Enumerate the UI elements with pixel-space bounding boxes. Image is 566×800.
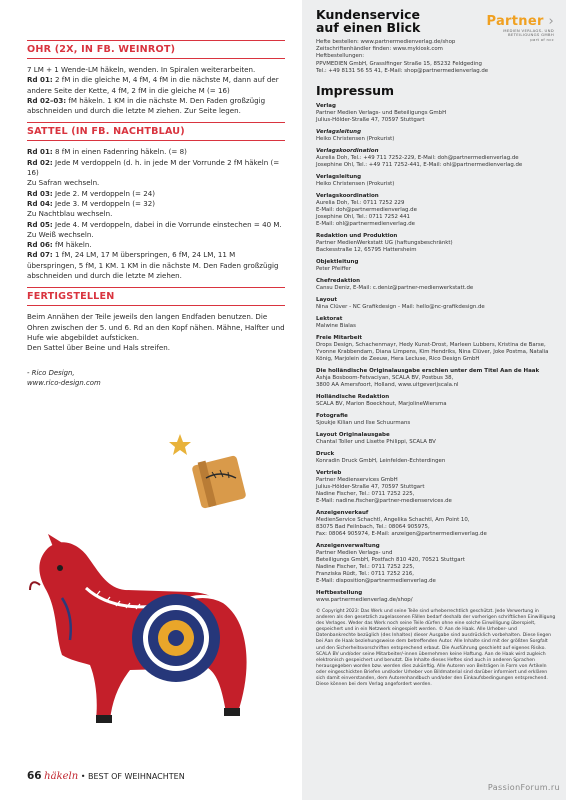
- impressum-block: [316, 297, 556, 311]
- impressum-text: Cansu Deniz, E-Mail: c.deniz@partner-medienwerkstatt.de: [316, 285, 474, 292]
- impressum-text: Heiko Christensen (Prokurist): [316, 181, 395, 188]
- impressum-text: Chantal Toller und Lisette Philippi, SCALA BV: [316, 439, 436, 446]
- instruction-row: [27, 312, 285, 343]
- instruction-row: [27, 199, 285, 209]
- round-label: Rd 04:: [27, 198, 53, 208]
- impressum-text: Konradin Druck GmbH, Leinfelden-Echterdingen: [316, 458, 446, 465]
- impressum-text: MedienService Schachtl, Angelika Schachtl, Am Point 10,: [316, 517, 470, 524]
- credit-url[interactable]: www.rico-design.com: [27, 378, 101, 387]
- service-line: Hefte bestellen: www.partnermedienverlag.de/shop: [316, 39, 456, 45]
- footer-separator: •: [80, 772, 86, 781]
- impressum-text: Nadine Fischer, Tel.: 0711 7252 225,: [316, 491, 415, 498]
- impressum-text: Malwine Bialas: [316, 323, 356, 330]
- impressum-text: E-Mail: nadine.fischer@partner-medienservices.de: [316, 498, 452, 505]
- impressum-block: [316, 259, 556, 273]
- impressum-text: Julius-Hölder-Straße 47, 70597 Stuttgart: [316, 484, 425, 491]
- round-label: Rd 01:: [27, 75, 53, 85]
- impressum-label: Verlagskoordination: [316, 193, 379, 200]
- impressum-label: Vertrieb: [316, 470, 342, 477]
- impressum-block: [316, 470, 556, 505]
- credit-name: - Rico Design,: [27, 368, 75, 377]
- impressum-text: 83075 Bad Feilnbach, Tel.: 08064 905975,: [316, 524, 430, 531]
- impressum-text: Beteiligungs GmbH, Postfach 810 420, 70521 Stuttgart: [316, 557, 465, 564]
- instruction-text: Zu Nachtblau wechseln.: [27, 209, 113, 219]
- impressum-block: [316, 174, 556, 188]
- impressum-blocks: [316, 103, 556, 604]
- impressum-block: [316, 278, 556, 292]
- impressum-text: Partner Medienservices GmbH: [316, 477, 398, 484]
- instruction-row: [27, 158, 285, 179]
- instructions-column: [27, 40, 285, 388]
- impressum-label: Die holländische Originalausgabe erschien unter dem Titel Aan de Haak: [316, 368, 540, 375]
- instruction-row: [27, 147, 285, 157]
- impressum-text: Aurelia Doh, Tel.: +49 711 7252-229, E-Mail: doh@partnermedienverlag.de: [316, 155, 519, 162]
- instruction-row: [27, 96, 285, 117]
- round-label: Rd 05:: [27, 219, 53, 229]
- impressum-label: Fotografie: [316, 413, 348, 420]
- instruction-text: 2 fM in die gleiche M, 4 fM, 4 fM in die nächste M, dann auf der andere Seite der Kette, 4 fM, 2 fM in die gleiche M (= 16): [27, 75, 279, 95]
- crochet-horse-photo: [0, 420, 300, 765]
- impressum-text: Partner MedienWerkstatt UG (haftungsbeschränkt): [316, 240, 453, 247]
- instruction-row: [27, 230, 285, 240]
- service-line: Zeitschriftenhändler finden: www.mykiosk.com: [316, 46, 443, 53]
- impressum-label: Holländische Redaktion: [316, 394, 390, 401]
- impressum-label: Chefredaktion: [316, 278, 361, 285]
- impressum-block: [316, 193, 556, 228]
- instruction-text: Zu Safran wechseln.: [27, 178, 100, 188]
- impressum-label: Lektorat: [316, 316, 343, 323]
- impressum-text: E-Mail: ohl@partnermedienverlag.de: [316, 221, 415, 228]
- section-heading: SATTEL (IN FB. NACHTBLAU): [27, 122, 285, 141]
- instruction-row: [27, 178, 285, 188]
- impressum-label: Anzeigenverwaltung: [316, 543, 380, 550]
- instruction-text: fM häkeln. 1 KM in die nächste M. Den Faden großzügig abschneiden und durch die letzte M ziehen. Zur Seite legen.: [27, 95, 266, 116]
- round-label: Rd 02:: [27, 157, 53, 167]
- impressum-text: Fax: 08064 905974, E-Mail: anzeigen@partnermedienverlag.de: [316, 531, 487, 538]
- impressum-block: [316, 233, 556, 254]
- gift-box-icon: [191, 455, 246, 509]
- impressum-label: Verlagsleitung: [316, 174, 362, 181]
- impressum-text: Peter Pfeiffer: [316, 266, 351, 273]
- service-line: PPVMEDIEN GmbH, Grasslfinger Straße 15, 85232 Feldgeding: [316, 60, 482, 67]
- impressum-text: Drops Design, Schachenmayr, Hedy Kunst-Drost, Marleen Lubbers, Kristina de Barse, Yvonne Krabbendam, Diana Limpens, Kim Hendriks, Nina Clüver, Joke Postma, Natalia König, Marjolein de Zeeuw, Hera Lecluse, Rico Design GmbH: [316, 342, 549, 363]
- impressum-block: [316, 148, 556, 169]
- impressum-text: Franziska Rüdt, Tel.: 0711 7252 216,: [316, 571, 415, 578]
- instruction-text: 7 LM + 1 Wende-LM häkeln, wenden. In Spiralen weiterarbeiten.: [27, 65, 256, 74]
- impressum-block: [316, 510, 556, 538]
- instruction-text: Den Sattel über Beine und Hals streifen.: [27, 343, 170, 353]
- instruction-text: Zu Weiß wechseln.: [27, 229, 94, 239]
- round-label: Rd 07:: [27, 250, 53, 260]
- impressum-label: Layout: [316, 297, 337, 304]
- impressum-block: [316, 129, 556, 143]
- magazine-title: BEST OF WEIHNACHTEN: [88, 772, 185, 781]
- round-label: Rd 01:: [27, 147, 53, 157]
- red-horse-icon: [30, 534, 247, 723]
- copyright-text: © Copyright 2023: Das Werk und seine Teile sind urheberrechtlich geschützt. Jede Verwertung in anderen als den gesetzlich zugelassenen Fällen bedarf deshalb der vorherigen schriftlichen Einwilligung des Verlages. Weder das Werk noch seine Teile dürfen ohne eine solche Einwilligung überspielt, gespeichert und in ein Netzwerk eingespielt werden. © Aan de Haak. Alle Urheber- und Datenbankrechte bezüglich (des Inhaltes) dieser Ausgabe sind ausdrücklich vorbehalten. Diese liegen bei Aan de Haak beziehungsweise dem betreffenden Autor. Alle Inhalte sind mit der größten Sorgfalt und den Sicherheitsvorschriften entsprechend erbaut. Die Ausführung geschieht auf eigenes Risiko. SCALA BV und/oder seine Mitarbeiter/-innen übernehmen keine Haftung. Aan de Haak wird zugleich elektronisch gespeichert und benutzt. Die Inhalte dieses Heftes sind auch in anderen Sprachen herausgegeben worden bzw. werden dies zukünftig. Alle Autoren von Beiträgen in Form von Artikeln oder eingeschickten Briefen und/oder Urheber von Bildmaterial sind darüber informiert und erklären sich damit einverstanden, dem Autorenhandbuch und/oder den Einkaufsbedingungen entsprechend. Diese können bei dem Verlag angefordert werden.: [316, 609, 556, 688]
- partner-logo: Partner › MEDIEN VERLAGS- UND BETEILIGUNGS GMBH part of ncc: [486, 14, 554, 42]
- instruction-row: [27, 209, 285, 219]
- instruction-text: Jede M verdoppeln (d. h. in jede M der Vorrunde 2 fM häkeln (= 16): [27, 157, 280, 178]
- instruction-text: 1 fM, 24 LM, 17 M überspringen, 6 fM, 24 LM, 11 M überspringen, 5 fM, 1 KM. 1 KM in die nächste M. Den Faden großzügig abschneiden und durch die letzte M ziehen.: [27, 250, 279, 281]
- impressum-title: Impressum: [316, 83, 395, 99]
- impressum-block: [316, 413, 556, 427]
- impressum-block: [316, 368, 556, 389]
- instruction-row: [27, 75, 285, 96]
- impressum-text: Nina Clüver - NC Grafikdesign - Mail: hello@nc-grafikdesign.de: [316, 304, 485, 311]
- magazine-brand: häkeln: [44, 771, 79, 782]
- impressum-text: Sjoukje Kilian und Ilse Schuurmans: [316, 420, 411, 427]
- instruction-text: Jede 4. M verdoppeln, dabei in die Vorrunde einstechen = 40 M.: [54, 219, 282, 229]
- impressum-text: E-Mail: doh@partnermedienverlag.de: [316, 207, 417, 214]
- round-label: Rd 03:: [27, 188, 53, 198]
- impressum-block: [316, 394, 556, 408]
- impressum-text: Partner Medien Verlags- und Beteiligungs GmbH: [316, 110, 447, 117]
- design-credit: [27, 368, 285, 388]
- impressum-label: Verlagskoordination: [316, 148, 379, 155]
- impressum-text: Partner Medien Verlags- und: [316, 550, 393, 557]
- saddle-icon: [132, 594, 220, 682]
- impressum-text: Heiko Christensen (Prokurist): [316, 136, 395, 143]
- page-footer: [27, 770, 185, 782]
- service-line: Tel.: +49 8131 56 55 41, E-Mail: shop@partnermedienverlag.de: [316, 67, 489, 74]
- pattern-sections: [27, 40, 285, 360]
- impressum-label: Redaktion und Produktion: [316, 233, 398, 240]
- impressum-text: E-Mail: disposition@partnermedienverlag.de: [316, 578, 436, 585]
- kundenservice-title: Kundenservice auf einen Blick: [316, 7, 421, 35]
- impressum-block: [316, 316, 556, 330]
- impressum-label: Freie Mitarbeit: [316, 335, 362, 342]
- impressum-label: Druck: [316, 451, 335, 458]
- impressum-block: [316, 335, 556, 363]
- impressum-label: Verlagsleitung: [316, 129, 362, 136]
- impressum-text: 3800 AA Amersfoort, Holland, www.uitgeverijscala.nl: [316, 382, 459, 389]
- instruction-row: [27, 240, 285, 250]
- watermark: PassionForum.ru: [487, 783, 560, 792]
- service-line: Heftbestellungen:: [316, 53, 365, 60]
- section-heading: OHR (2X, IN FB. WEINROT): [27, 40, 285, 59]
- round-label: Rd 02–03:: [27, 95, 67, 105]
- impressum-block: [316, 432, 556, 446]
- impressum-block: [316, 543, 556, 585]
- section-heading: FERTIGSTELLEN: [27, 287, 285, 306]
- impressum-text: Backesstraße 12, 65795 Hattersheim: [316, 247, 417, 254]
- instruction-text: 8 fM in einen Fadenring häkeln. (= 8): [54, 147, 187, 157]
- instruction-row: [27, 250, 285, 281]
- impressum-label: Anzeigenverkauf: [316, 510, 369, 517]
- impressum-label: Verlag: [316, 103, 336, 110]
- chevron-right-icon: ›: [548, 14, 554, 29]
- impressum-text: www.partnermedienverlag.de/shop/: [316, 597, 413, 604]
- kundenservice-details: [316, 39, 556, 75]
- instruction-text: Jede 2. M verdoppeln (= 24): [54, 188, 156, 198]
- impressum-block: [316, 103, 556, 124]
- instruction-row: [27, 343, 285, 353]
- instruction-row: [27, 220, 285, 230]
- impressum-label: Layout Originalausgabe: [316, 432, 390, 439]
- impressum-text: Aurelia Doh, Tel.: 0711 7252 229: [316, 200, 405, 207]
- impressum-text: SCALA BV, Marion Boeckhout, MarjolineWiersma: [316, 401, 447, 408]
- page-number: 66: [27, 770, 42, 782]
- round-label: Rd 06:: [27, 240, 53, 250]
- impressum-block: [316, 451, 556, 465]
- impressum-text: Josephine Ohl, Tel.: 0711 7252 441: [316, 214, 410, 221]
- instruction-row: [27, 65, 285, 75]
- star-icon: [169, 434, 191, 455]
- instruction-text: fM häkeln.: [54, 240, 92, 250]
- instruction-text: Beim Annähen der Teile jeweils den langen Endfaden benutzen. Die Ohren zwischen der 5. und 6. Rd an den Kopf nähen. Mähne, Halfter und Hufe wie abgebildet aufsticken.: [27, 312, 285, 342]
- service-panel: [302, 0, 566, 800]
- impressum-text: Nadine Fischer, Tel.: 0711 7252 225,: [316, 564, 415, 571]
- instruction-row: [27, 189, 285, 199]
- impressum-block: [316, 590, 556, 604]
- impressum-label: Objektleitung: [316, 259, 359, 266]
- impressum-text: Julius-Hölder-Straße 47, 70597 Stuttgart: [316, 117, 425, 124]
- impressum-label: Heftbestellung: [316, 590, 363, 597]
- impressum-text: Ashja Bosboom-Fetvaciyan, SCALA BV, Postbus 38,: [316, 375, 454, 382]
- impressum-text: Josephine Ohl, Tel.: +49 711 7252-441, E-Mail: ohl@partnermedienverlag.de: [316, 162, 523, 169]
- instruction-text: Jede 3. M verdoppeln (= 32): [54, 198, 156, 208]
